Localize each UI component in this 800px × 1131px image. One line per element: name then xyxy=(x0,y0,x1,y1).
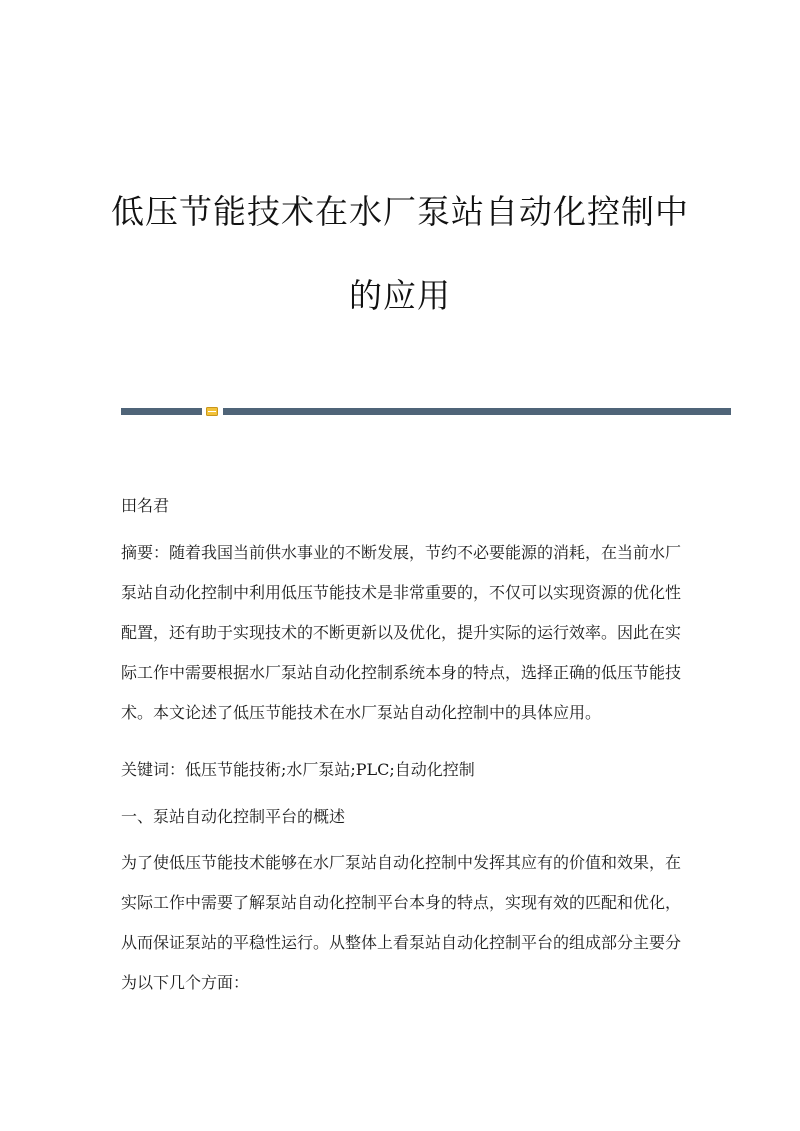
divider-ornament-icon xyxy=(206,407,218,416)
title-divider-right xyxy=(223,408,731,415)
abstract-paragraph: 摘要：随着我国当前供水事业的不断发展，节约不必要能源的消耗，在当前水厂泵站自动化控制中利用低压节能技术是非常重要的，不仅可以实现资源的优化性配置，还有助于实现技术的不断更新以及优化，提升实际的运行效率。因此在实际工作中需要根据水厂泵站自动化控制系统本身的特点，选择正确的低压节能技术。本文论述了低压节能技术在水厂泵站自动化控制中的具体应用。 xyxy=(121,543,682,722)
document-title-line-2: 的应用 xyxy=(349,276,451,315)
section-heading: 一、泵站自动化控制平台的概述 xyxy=(121,807,346,826)
author-name: 田名君 xyxy=(121,496,170,515)
keywords-line: 关键词：低压节能技術;水厂泵站;PLC;自动化控制 xyxy=(121,760,475,779)
section-body-paragraph: 为了使低压节能技术能够在水厂泵站自动化控制中发挥其应有的价值和效果，在实际工作中需要了解泵站自动化控制平台本身的特点，实现有效的匹配和优化，从而保证泵站的平稳性运行。从整体上看泵站自动化控制平台的组成部分主要分为以下几个方面： xyxy=(121,853,682,992)
document-title-line-1: 低压节能技术在水厂泵站自动化控制中 xyxy=(111,192,689,231)
title-divider-left xyxy=(121,408,202,415)
